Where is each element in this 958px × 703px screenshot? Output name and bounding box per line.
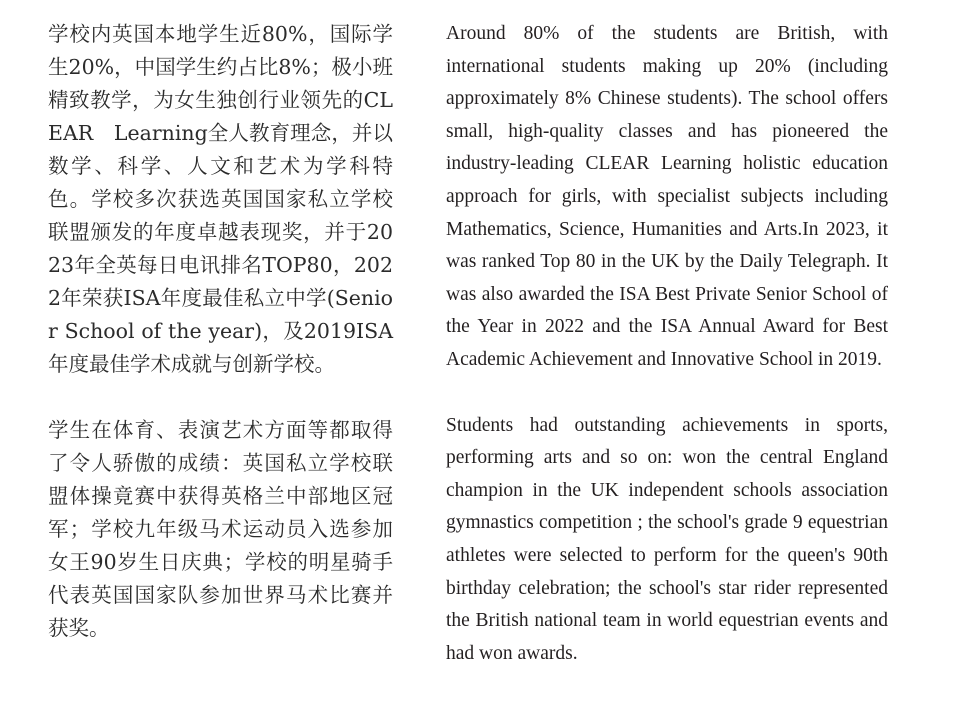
english-paragraph-1: Around 80% of the students are British, with international students making up 20% (including approximately 8% Chinese students). The school offers small, high-quality classes and has pioneered the industry-leading CLEAR Learning holistic education approach for girls, with specialist subjects including Mathematics, Science, Humanities and Arts.In 2023, it was ranked Top 80 in the UK by the Daily Telegraph. It was also awarded the ISA Best Private Senior School of the Year in 2022 and the ISA Annual Award for Best Academic Achievement and Innovative School in 2019.	[446, 23, 893, 370]
chinese-text-column	[0, 0, 393, 645]
chinese-paragraph-1: 学校内英国本地学生近80%，国际学生20%，中国学生约占比8%；极小班精致教学，为女生独创行业领先的CLEAR Learning全人教育理念，并以数学、科学、人文和艺术为学科特色。学校多次获选英国国家私立学校联盟颁发的年度卓越表现奖，并于2023年全英每日电讯排名TOP80，2022年荣获ISA年度最佳私立中学(Senior School of the year)，及2019ISA年度最佳学术成就与创新学校。	[48, 22, 393, 376]
english-text-column	[393, 0, 958, 670]
english-paragraph-2: Students had outstanding achievements in sports, performing arts and so on: won the central England champion in the UK independent schools association gymnastics competition ; the school's grade 9 equestrian athletes were selected to perform for the queen's 90th birthday celebration; the school's star rider represented the British national team in world equestrian events and had won awards.	[446, 414, 893, 664]
chinese-paragraph-2: 学生在体育、表演艺术方面等都取得了令人骄傲的成绩：英国私立学校联盟体操竟赛中获得英格兰中部地区冠军；学校九年级马术运动员入选参加女王90岁生日庆典；学校的明星骑手代表英国国家队参加世界马术比赛并获奖。	[48, 418, 393, 640]
